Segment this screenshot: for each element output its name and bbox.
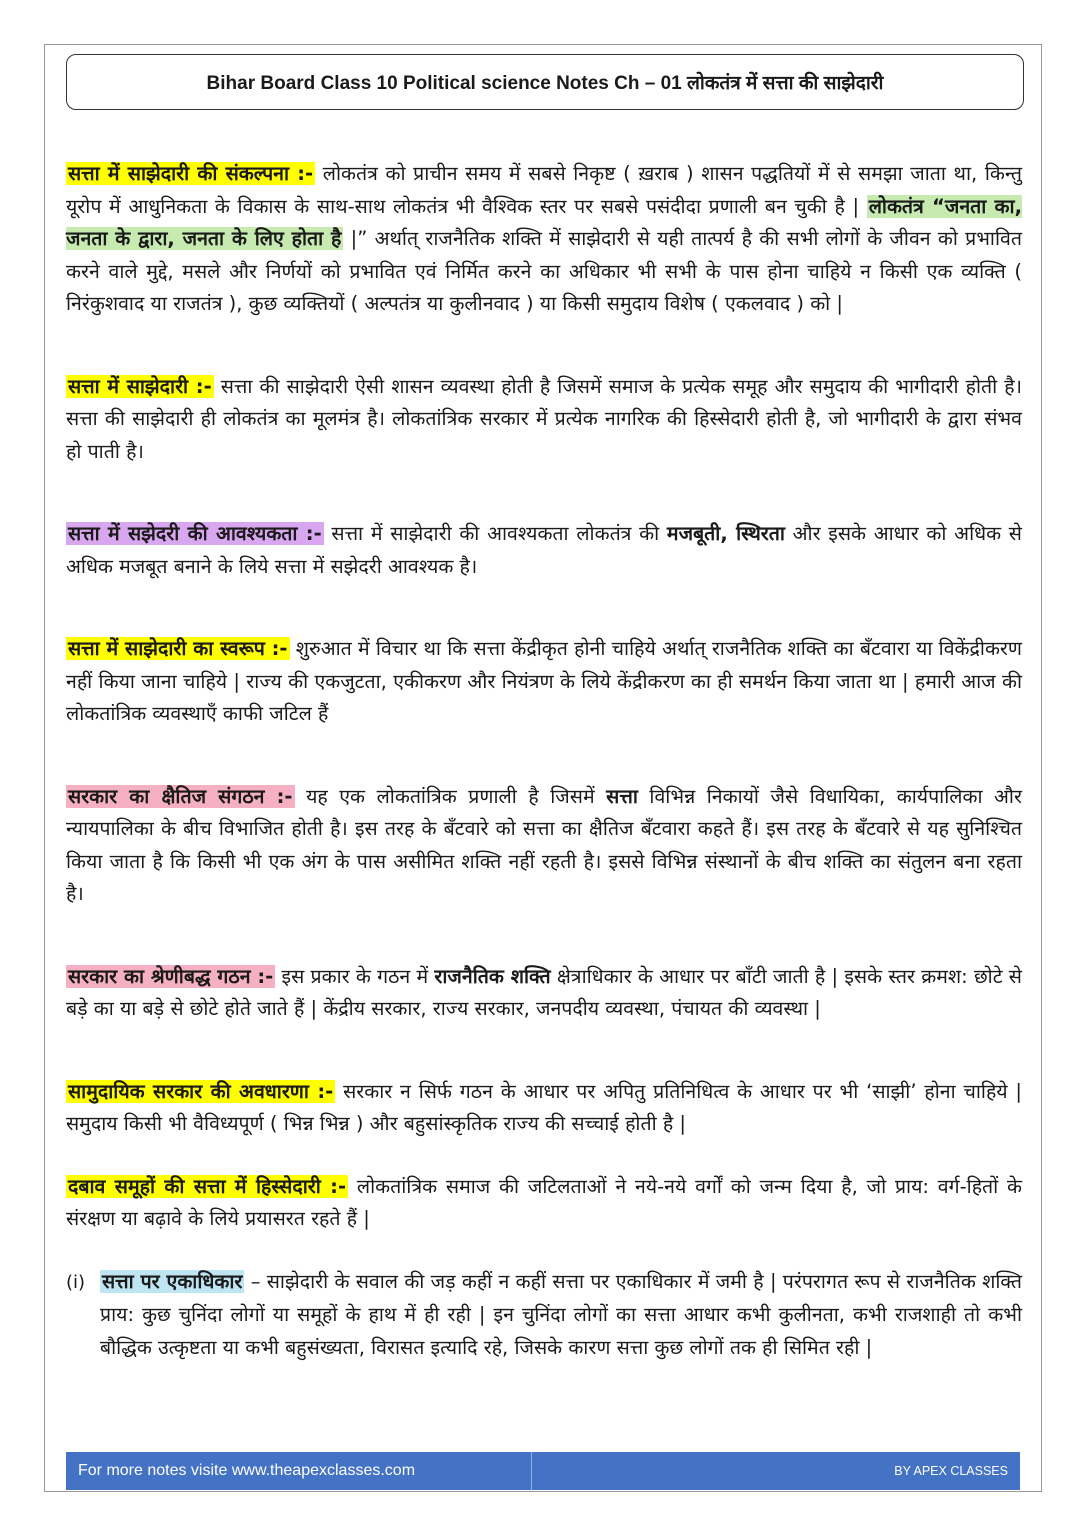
footer-website-text: For more notes visite www.theapexclasses.com [66, 1452, 532, 1490]
main-content [66, 158, 1022, 1364]
paragraph-community-government [66, 1076, 1022, 1141]
paragraph-text: |” अर्थात् राजनैतिक शक्ति में साझेदारी से यही तात्पर्य है की सभी लोगों के जीवन को प्रभावित करने वाले मुद्दे, मसले और निर्णयों को प्रभावित एवं निर्मित करने का अधिकार भी सभी के पास होना चाहिये न किसी एक व्यक्ति ( निरंकुशवाद या राजतंत्र ), कुछ व्यक्तियों ( अल्पतंत्र या कुलीनवाद ) या किसी समुदाय विशेष ( एकलवाद ) को | [66, 227, 1022, 315]
footer-banner [66, 1452, 1020, 1490]
paragraph-text: शुरुआत में विचार था कि सत्ता केंद्रीकृत होनी चाहिये अर्थात् राजनैतिक शक्ति का बँटवारा या विकेंद्रीकरण नहीं किया जाना चाहिये | राज्य की एकजुटता, एकीकरण और नियंत्रण के लिये केंद्रीकरण का ही समर्थन किया जाता था | हमारी आज की लोकतांत्रिक व्यवस्थाएँ काफी जटिल हैं [66, 637, 1022, 725]
paragraph-text: लोकतांत्रिक समाज की जटिलताओं ने नये-नये वर्गों को जन्म दिया है, जो प्राय: वर्ग-हितों के संरक्षण या बढ़ावे के लिये प्रयासरत रहते हैं | [66, 1174, 1022, 1230]
democracy-quote: लोकतंत्र “जनता का, जनता के द्वारा, जनता के लिए होता है [66, 194, 1022, 250]
paragraph-text: सत्ता में साझेदारी की आवश्यकता लोकतंत्र की [323, 522, 667, 545]
bold-text: राजनैतिक शक्ति [434, 964, 551, 988]
page-title-text: Bihar Board Class 10 Political science Notes Ch – 01 लोकतंत्र में सत्ता की साझेदारी [206, 73, 884, 94]
section-heading: सत्ता में साझेदारी की संकल्पना :- [68, 162, 314, 185]
paragraph-text: लोकतंत्र को प्राचीन समय में सबसे निकृष्ट ( ख़राब ) शासन पद्धतियों में से समझा जाता था, किन्तु यूरोप में आधुनिकता के विकास के साथ-साथ लोकतंत्र भी वैश्विक स्तर पर सबसे पसंदीदा प्रणाली बन चुकी है | [66, 162, 1023, 218]
page-title [66, 54, 1024, 110]
bold-text: सत्ता [606, 784, 638, 808]
footer-brand-text: BY APEX CLASSES [894, 1464, 1008, 1478]
section-heading: सत्ता में साझेदारी :- [68, 374, 212, 398]
section-heading: सरकार का क्षैतिज संगठन :- [68, 784, 293, 808]
paragraph-power-sharing-need [66, 518, 1022, 583]
list-number: (i) [66, 1271, 86, 1293]
list-text: – साझेदारी के सवाल की जड़ कहीं न कहीं सत्ता पर एकाधिकार में जमी है | परंपरागत रूप से राजनैतिक शक्ति प्राय: कुछ चुनिंदा लोगों या समूहों के हाथ में ही रही | इन चुनिंदा लोगों का सत्ता आधार कभी कुलीनता, कभी राजशाही तो कभी बौद्धिक उत्कृष्टता या कभी बहुसंख्यता, विरासत इत्यादि रहे, जिसके कारण सत्ता कुछ लोगों तक ही सिमित रही | [100, 1269, 1023, 1359]
paragraph-text: इस प्रकार के गठन में [275, 964, 435, 988]
section-heading: सामुदायिक सरकार की अवधारणा :- [68, 1079, 334, 1103]
paragraph-horizontal-organization [66, 781, 1022, 911]
paragraph-text: सरकार न सिर्फ गठन के आधार पर अपितु प्रतिनिधित्व के आधार पर भी ‘साझी’ होना चाहिये | समुदाय किसी भी वैविध्यपूर्ण ( भिन्न भिन्न ) और बहुसांस्कृतिक राज्य की सच्चाई होती है | [66, 1079, 1022, 1135]
paragraph-hierarchical-organization [66, 961, 1022, 1026]
paragraph-text: विभिन्न निकायों जैसे विधायिका, कार्यपालिका और न्यायपालिका के बीच विभाजित होती है। इस तरह के बँटवारे को सत्ता का क्षैतिज बँटवारा कहते हैं। इस तरह के बँटवारे से यह सुनिश्चित किया जाता है कि किसी भी एक अंग के पास असीमित शक्ति नहीं रहती है। इससे विभिन्न संस्थानों के बीच शक्ति का संतुलन बना रहता है। [66, 784, 1022, 905]
paragraph-power-sharing-form [66, 633, 1022, 731]
section-heading: दबाव समूहों की सत्ता में हिस्सेदारी :- [68, 1174, 347, 1198]
section-heading: सत्ता में साझेदारी का स्वरूप :- [68, 637, 288, 660]
paragraph-pressure-groups [66, 1171, 1022, 1236]
paragraph-power-sharing [66, 371, 1022, 469]
section-heading: सत्ता में सझेदरी की आवश्यकता :- [68, 522, 322, 545]
paragraph-text: क्षेत्राधिकार के आधार पर बाँटी जाती है | इसके स्तर क्रमश: छोटे से बड़े का या बड़े से छोटे होते जाते हैं | केंद्रीय सरकार, राज्य सरकार, जनपदीय व्यवस्था, पंचायत की व्यवस्था | [66, 964, 1022, 1020]
paragraph-text: और इसके आधार को अधिक से अधिक मजबूत बनाने के लिये सत्ता में सझेदरी आवश्यक है। [66, 522, 1022, 578]
paragraph-text: यह एक लोकतांत्रिक प्रणाली है जिसमें [294, 784, 607, 808]
section-heading: सरकार का श्रेणीबद्ध गठन :- [68, 964, 274, 988]
paragraph-power-sharing-concept [66, 158, 1022, 321]
list-item [66, 1266, 1022, 1365]
paragraph-text: सत्ता की साझेदारी ऐसी शासन व्यवस्था होती है जिसमें समाज के प्रत्येक समूह और समुदाय की भागीदारी होती है। सत्ता की साझेदारी ही लोकतंत्र का मूलमंत्र है। लोकतांत्रिक सरकार में प्रत्येक नागरिक की हिस्सेदारी होती है, जो भागीदारी के द्वारा संभव हो पाती है। [66, 374, 1022, 463]
bold-text: मजबूती, स्थिरता [666, 522, 785, 545]
list-heading: सत्ता पर एकाधिकार [102, 1269, 243, 1293]
